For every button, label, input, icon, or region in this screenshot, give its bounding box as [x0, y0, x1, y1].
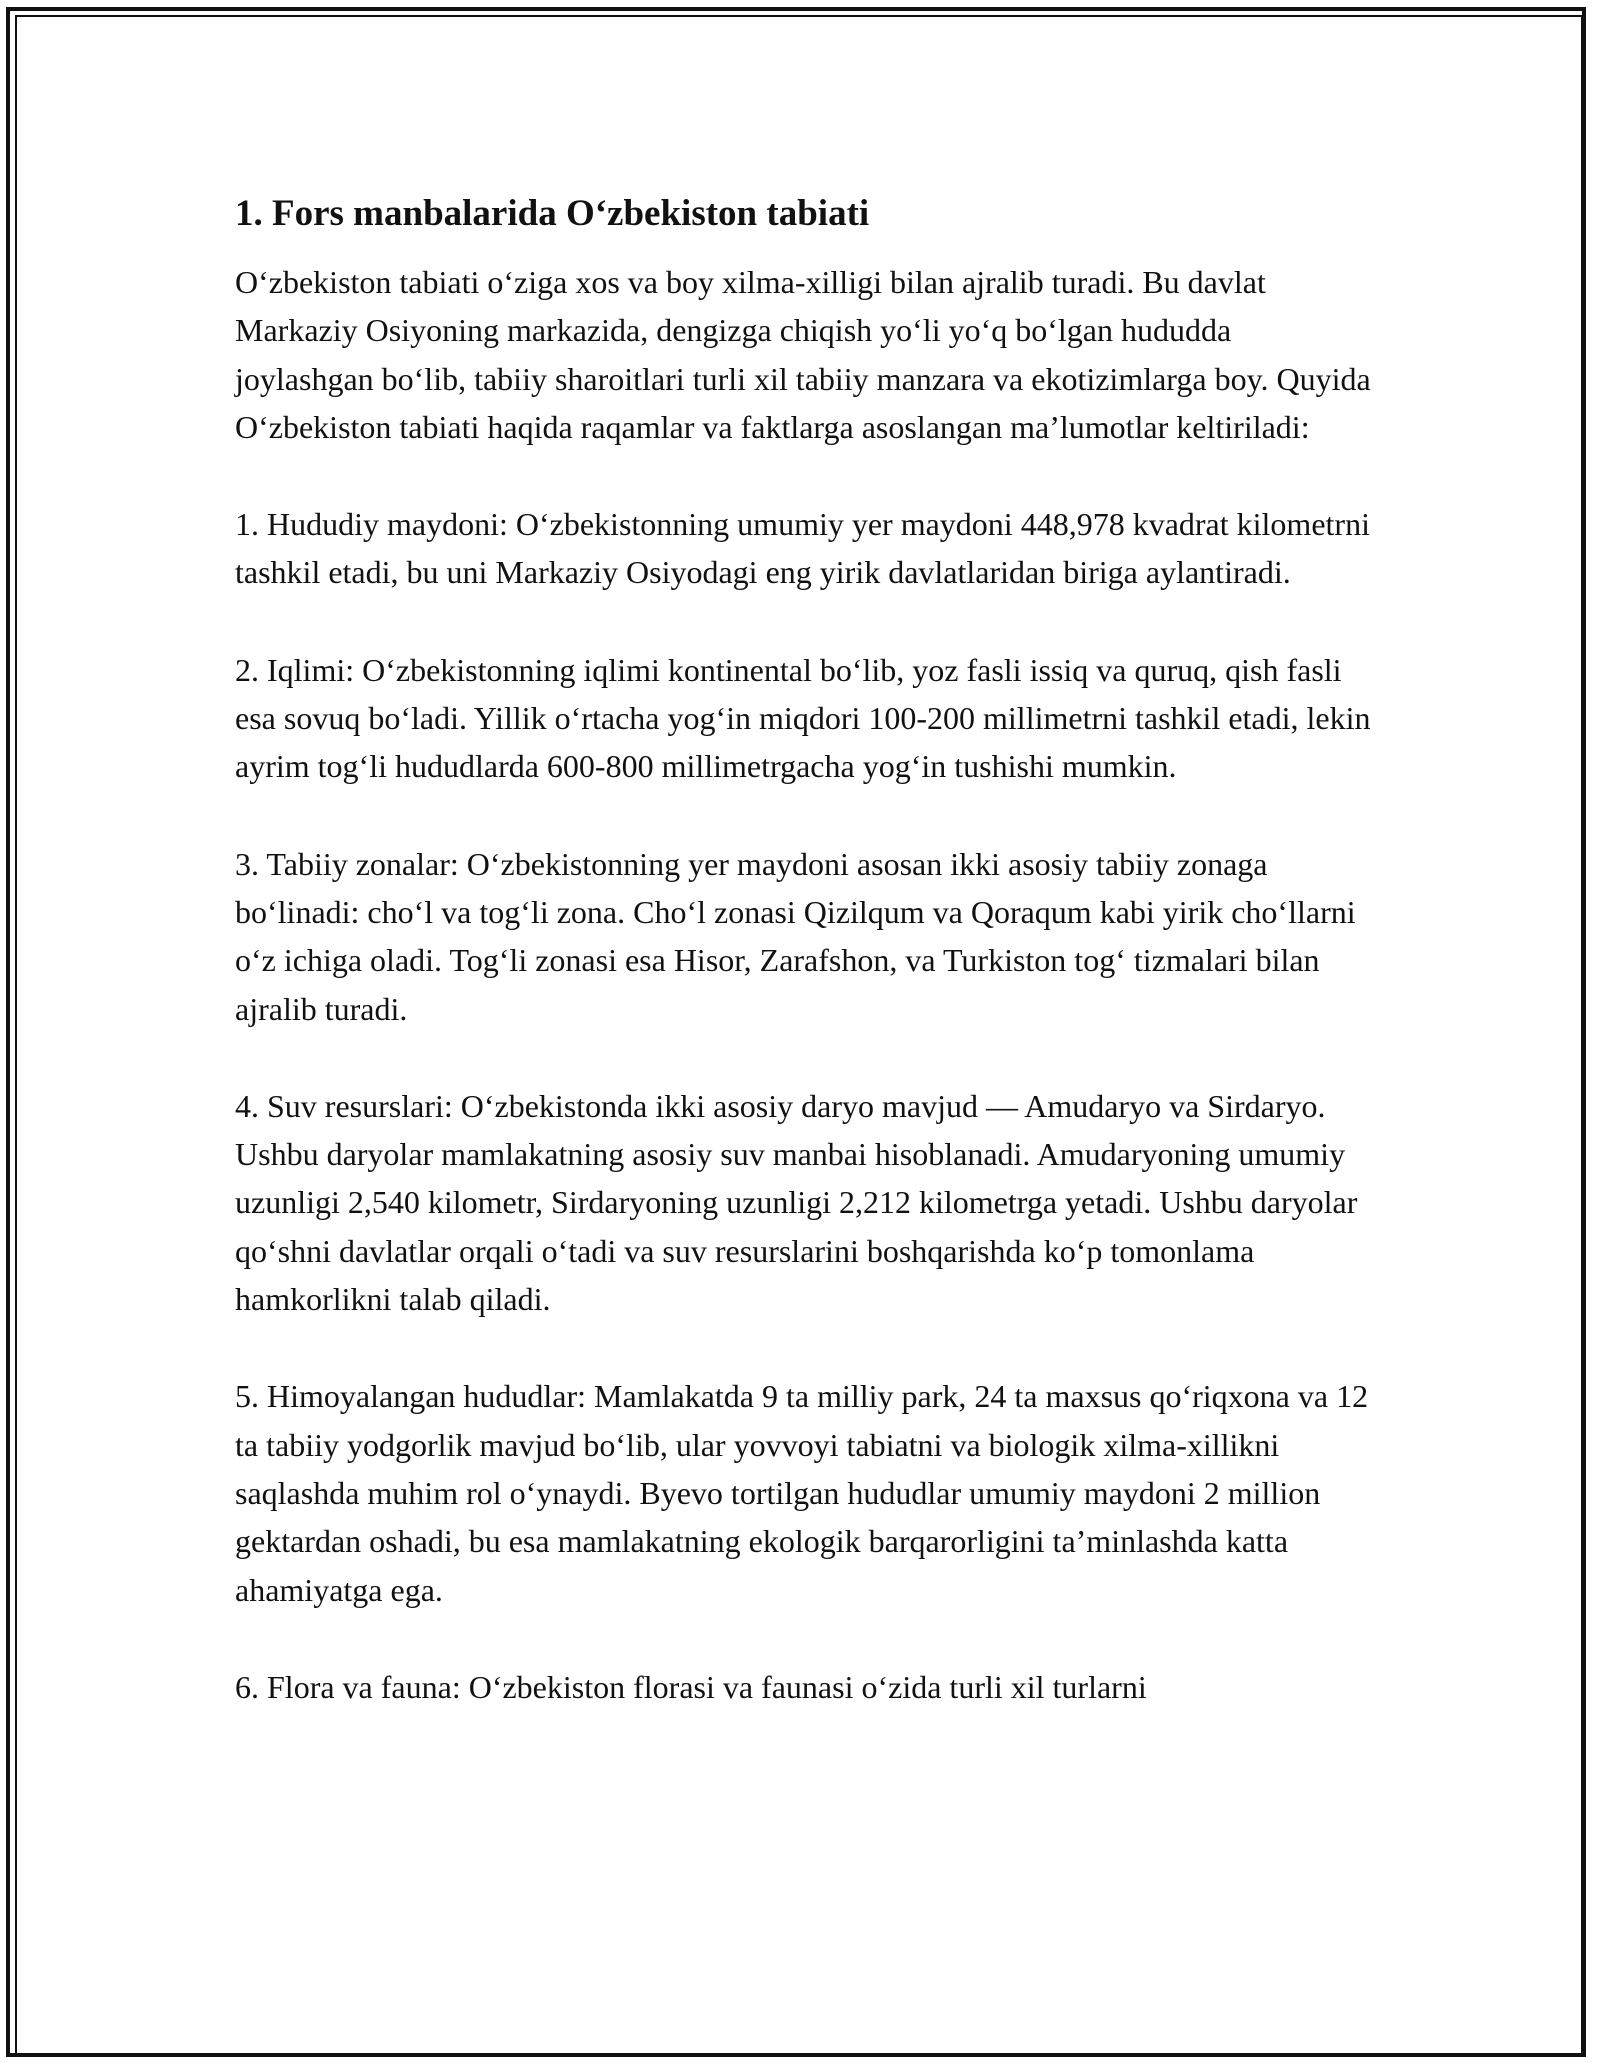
paragraph-water-resources: 4. Suv resurslari: O‘zbekistonda ikki asosiy daryo mavjud — Amudaryo va Sirdaryo. Ushbu daryolar mamlakatning asosiy suv manbai hisoblanadi. Amudaryoning umumiy uzunligi 2,540 kilometr, Sirdaryoning uzunligi 2,212 kilometrga yetadi. Ushbu daryolar qo‘shni davlatlar orqali o‘tadi va suv resurslarini boshqarishda ko‘p tomonlama hamkorlikni talab qiladi.: [235, 1087, 1358, 1318]
paragraph-climate: 2. Iqlimi: O‘zbekistonning iqlimi kontinental bo‘lib, yoz fasli issiq va quruq, qish fasli esa sovuq bo‘ladi. Yillik o‘rtacha yog‘in miqdori 100-200 millimetrni tashkil etadi, lekin ayrim tog‘li hududlarda 600-800 millimetrgacha yog‘in tushishi mumkin.: [235, 651, 1371, 785]
document-body: [235, 188, 1375, 1711]
intro-paragraph: O‘zbekiston tabiati o‘ziga xos va boy xilma-xilligi bilan ajralib turadi. Bu davlat Markaziy Osiyoning markazida, dengizga chiqish yo‘li yo‘q bo‘lgan hududda joylashgan bo‘lib, tabiiy sharoitlari turli xil tabiiy manzara va ekotizimlarga boy. Quyida O‘zbekiston tabiati haqida raqamlar va faktlarga asoslangan ma’lumotlar keltiriladi:: [235, 264, 1371, 445]
paragraph-flora-fauna: 6. Flora va fauna: O‘zbekiston florasi va faunasi o‘zida turli xil turlarni: [235, 1668, 1147, 1705]
paragraph-protected-areas: 5. Himoyalangan hududlar: Mamlakatda 9 ta milliy park, 24 ta maxsus qo‘riqxona va 12 ta tabiiy yodgorlik mavjud bo‘lib, ular yovvoyi tabiatni va biologik xilma-xillikni saqlashda muhim rol o‘ynaydi. Byevo tortilgan hududlar umumiy maydoni 2 million gektardan oshadi, bu esa mamlakatning ekologik barqarorligini ta’minlashda katta ahamiyatga ega.: [235, 1378, 1369, 1608]
section-heading: 1. Fors manbalarida O‘zbekiston tabiati: [235, 193, 870, 234]
paragraph-natural-zones: 3. Tabiiy zonalar: O‘zbekistonning yer maydoni asosan ikki asosiy tabiiy zonaga bo‘linadi: cho‘l va tog‘li zona. Cho‘l zonasi Qizilqum va Qoraqum kabi yirik cho‘llarni o‘z ichiga oladi. Tog‘li zonasi esa Hisor, Zarafshon, va Turkiston tog‘ tizmalari bilan ajralib turadi.: [235, 845, 1356, 1027]
paragraph-territory: 1. Hududiy maydoni: O‘zbekistonning umumiy yer maydoni 448,978 kvadrat kilometrni tashkil etadi, bu uni Markaziy Osiyodagi eng yirik davlatlaridan biriga aylantiradi.: [235, 506, 1370, 591]
